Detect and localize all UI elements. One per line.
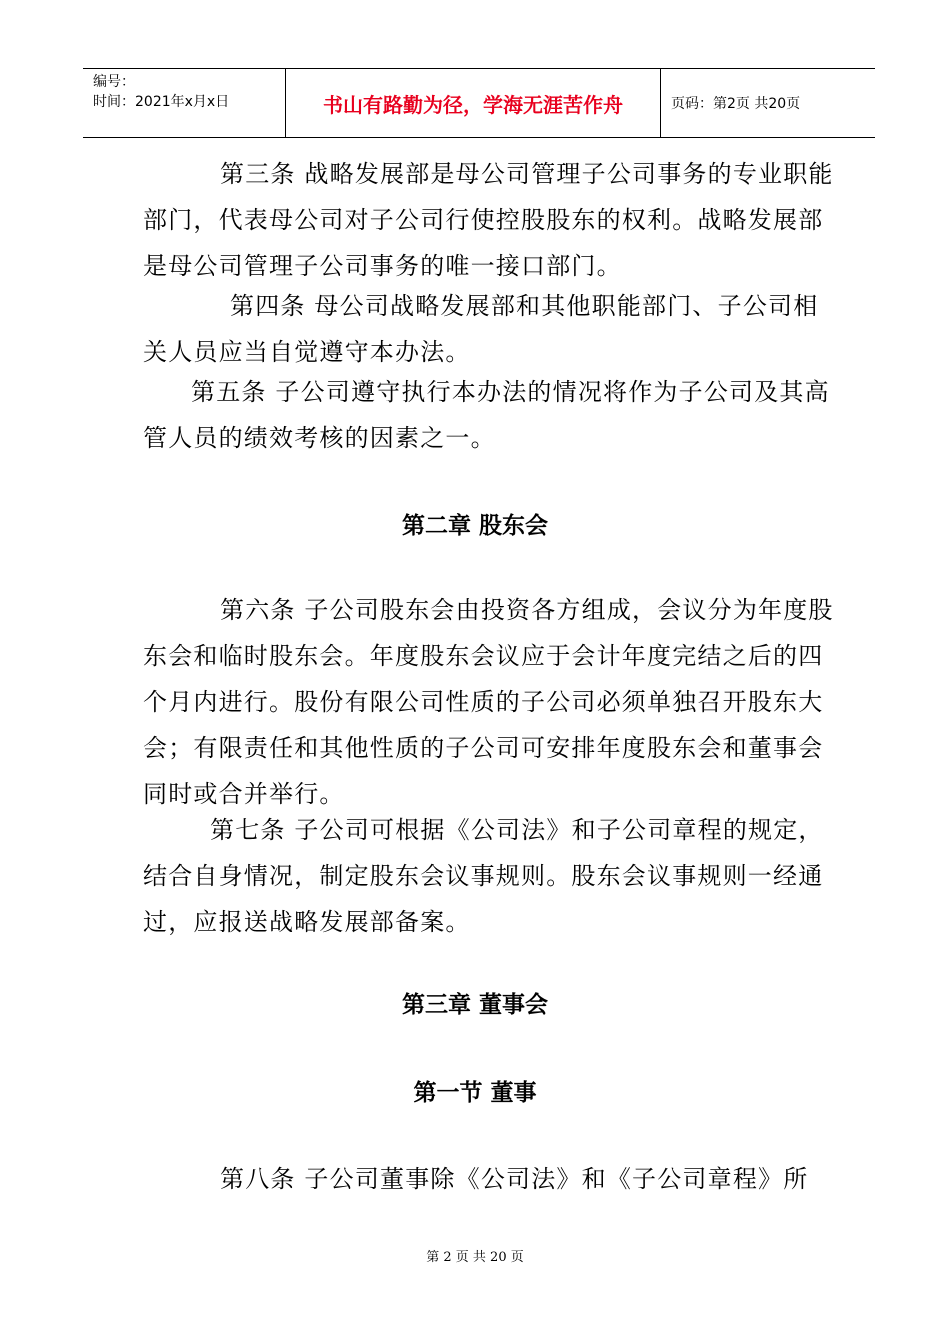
header-page-info: 页码：第2页 共20页 bbox=[671, 96, 801, 112]
article-8: 第八条 子公司董事除《公司法》和《子公司章程》所 bbox=[220, 1165, 809, 1193]
article-6: 第六条 子公司股东会由投资各方组成，会议分为年度股东会和临时股东会。年度股东会议应于会计年度完结之后的四个月内进行。股份有限公司性质的子公司必须单独召开股东大会；有限责任和其他性质的子公司可安排年度股东会和董事会同时或合并举行。 bbox=[143, 596, 834, 808]
document-time-label: 时间：2021年x月x日 bbox=[93, 94, 230, 110]
section-1-heading: 第一节 董事 bbox=[413, 1080, 537, 1106]
header-meta bbox=[93, 72, 229, 112]
article-4: 第四条 母公司战略发展部和其他职能部门、子公司相关人员应当自觉遵守本办法。 bbox=[143, 292, 819, 366]
article-3: 第三条 战略发展部是母公司管理子公司事务的专业职能部门，代表母公司对子公司行使控股股东的权利。战略发展部是母公司管理子公司事务的唯一接口部门。 bbox=[143, 160, 834, 280]
header-divider bbox=[660, 69, 661, 137]
chapter-2-heading: 第二章 股东会 bbox=[401, 513, 548, 539]
chapter-3-heading: 第三章 董事会 bbox=[401, 992, 548, 1018]
document-header bbox=[83, 68, 875, 138]
article-7: 第七条 子公司可根据《公司法》和子公司章程的规定，结合自身情况，制定股东会议事规则。股东会议事规则一经通过，应报送战略发展部备案。 bbox=[143, 816, 824, 936]
article-5: 第五条 子公司遵守执行本办法的情况将作为子公司及其高管人员的绩效考核的因素之一。 bbox=[143, 378, 830, 452]
page-footer: 第 2 页 共 20 页 bbox=[426, 1250, 524, 1265]
header-motto: 书山有路勤为径，学海无涯苦作舟 bbox=[323, 92, 623, 117]
document-number-label: 编号： bbox=[93, 74, 135, 90]
